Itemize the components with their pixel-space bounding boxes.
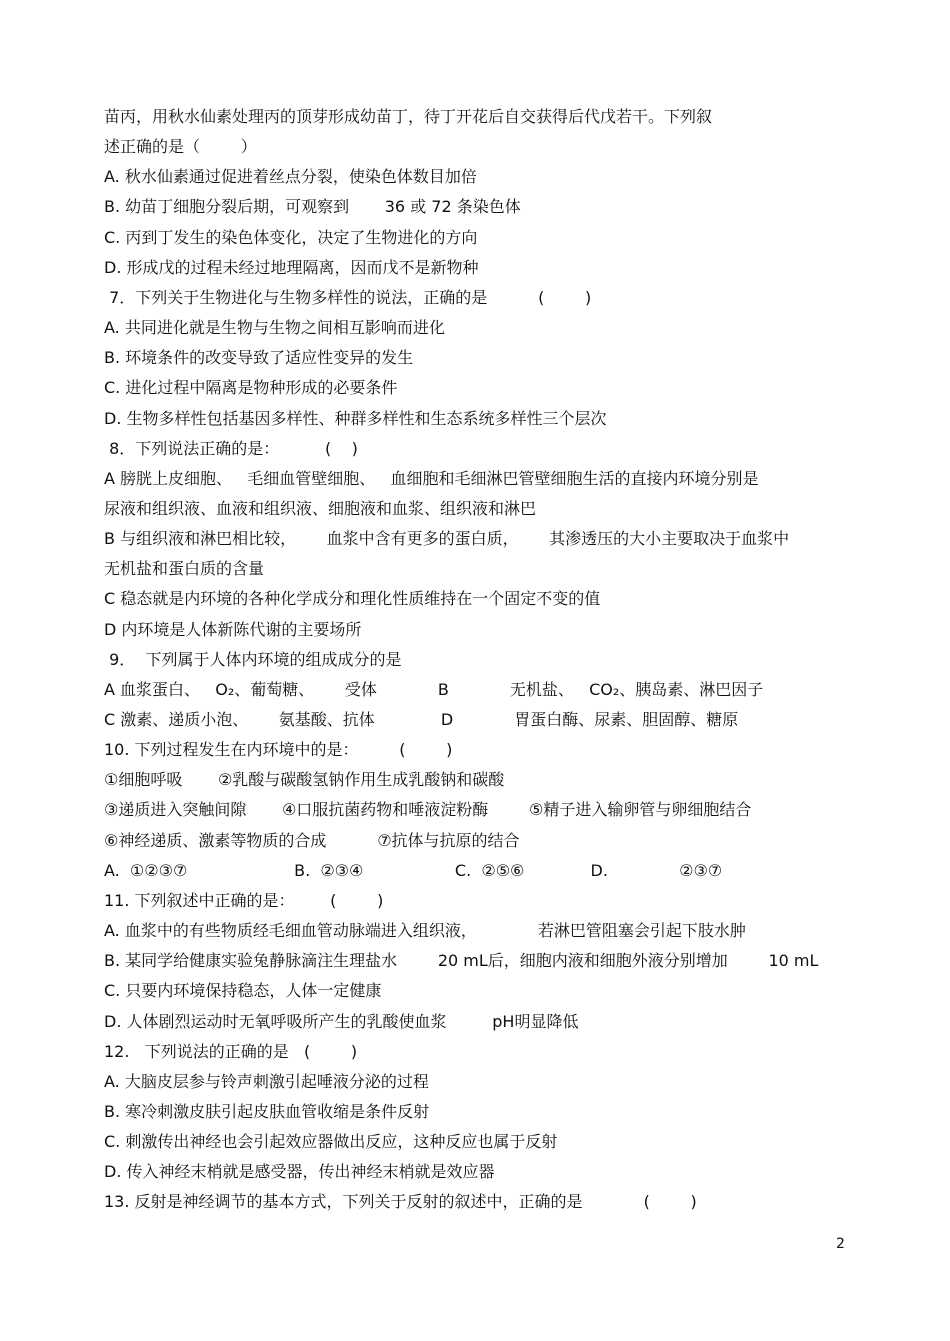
text-line: D 内环境是人体新陈代谢的主要场所 <box>104 620 362 639</box>
text-line: ①细胞呼吸 ②乳酸与碳酸氢钠作用生成乳酸钠和碳酸 <box>104 770 505 789</box>
text-line: A 血浆蛋白、 O₂、葡萄糖、 受体 B 无机盐、 CO₂、胰岛素、淋巴因子 <box>104 680 764 699</box>
text-line: D. 形成戊的过程未经过地理隔离，因而戊不是新物种 <box>104 258 479 277</box>
text-line: C 稳态就是内环境的各种化学成分和理化性质维持在一个固定不变的值 <box>104 589 601 608</box>
text-line: C. 进化过程中隔离是物种形成的必要条件 <box>104 378 398 397</box>
text-line: A. 大脑皮层参与铃声刺激引起唾液分泌的过程 <box>104 1072 429 1091</box>
text-line: 9． 下列属于人体内环境的组成成分的是 <box>104 650 402 669</box>
text-line: B. 幼苗丁细胞分裂后期，可观察到 36 或 72 条染色体 <box>104 197 521 216</box>
text-line: C. 只要内环境保持稳态，人体一定健康 <box>104 981 382 1000</box>
text-line: D. 人体剧烈运动时无氧呼吸所产生的乳酸使血浆 pH明显降低 <box>104 1012 579 1031</box>
text-line: D. 传入神经末梢就是感受器，传出神经末梢就是效应器 <box>104 1162 495 1181</box>
text-line: A. 共同进化就是生物与生物之间相互影响而进化 <box>104 318 445 337</box>
text-line: 12. 下列说法的正确的是 ( ) <box>104 1042 358 1061</box>
text-line: 11. 下列叙述中正确的是： ( ) <box>104 891 384 910</box>
text-line: 13. 反射是神经调节的基本方式，下列关于反射的叙述中，正确的是 ( ) <box>104 1192 697 1211</box>
text-line: ⑥神经递质、激素等物质的合成 ⑦抗体与抗原的结合 <box>104 831 520 850</box>
text-line: B 与组织液和淋巴相比较， 血浆中含有更多的蛋白质， 其渗透压的大小主要取决于血浆中 <box>104 529 790 548</box>
text-line: B. 环境条件的改变导致了适应性变异的发生 <box>104 348 414 367</box>
text-line: A. ①②③⑦ B. ②③④ C. ②⑤⑥ D. ②③⑦ <box>104 861 723 880</box>
text-line: 无机盐和蛋白质的含量 <box>104 559 265 578</box>
text-line: 8．下列说法正确的是： ( ) <box>104 439 358 458</box>
text-line: C 激素、递质小泡、 氨基酸、抗体 D 胃蛋白酶、尿素、胆固醇、糖原 <box>104 710 739 729</box>
text-line: B. 寒冷刺激皮肤引起皮肤血管收缩是条件反射 <box>104 1102 430 1121</box>
text-line: C. 丙到丁发生的染色体变化，决定了生物进化的方向 <box>104 228 478 247</box>
text-line: D. 生物多样性包括基因多样性、种群多样性和生态系统多样性三个层次 <box>104 409 607 428</box>
text-line: 苗丙，用秋水仙素处理丙的顶芽形成幼苗丁，待丁开花后自交获得后代戊若干。下列叙 <box>104 107 713 126</box>
text-line: 10. 下列过程发生在内环境中的是： ( ) <box>104 740 453 759</box>
text-line: A. 血浆中的有些物质经毛细血管动脉端进入组织液， 若淋巴管阻塞会引起下肢水肿 <box>104 921 746 940</box>
text-line: A. 秋水仙素通过促进着丝点分裂，使染色体数目加倍 <box>104 167 477 186</box>
page-number: 2 <box>836 1236 845 1252</box>
text-line: 尿液和组织液、血液和组织液、细胞液和血浆、组织液和淋巴 <box>104 499 537 518</box>
text-line: A 膀胱上皮细胞、 毛细血管壁细胞、 血细胞和毛细淋巴管壁细胞生活的直接内环境分别是 <box>104 469 759 488</box>
text-line: C. 刺激传出神经也会引起效应器做出反应，这种反应也属于反射 <box>104 1132 558 1151</box>
text-line: 7．下列关于生物进化与生物多样性的说法，正确的是 ( ) <box>104 288 592 307</box>
text-line: ③递质进入突触间隙 ④口服抗菌药物和唾液淀粉酶 ⑤精子进入输卵管与卵细胞结合 <box>104 800 752 819</box>
text-line: B. 某同学给健康实验兔静脉滴注生理盐水 20 mL后，细胞内液和细胞外液分别增加 10 mL <box>104 951 819 970</box>
text-line: 述正确的是（ ） <box>104 137 257 156</box>
